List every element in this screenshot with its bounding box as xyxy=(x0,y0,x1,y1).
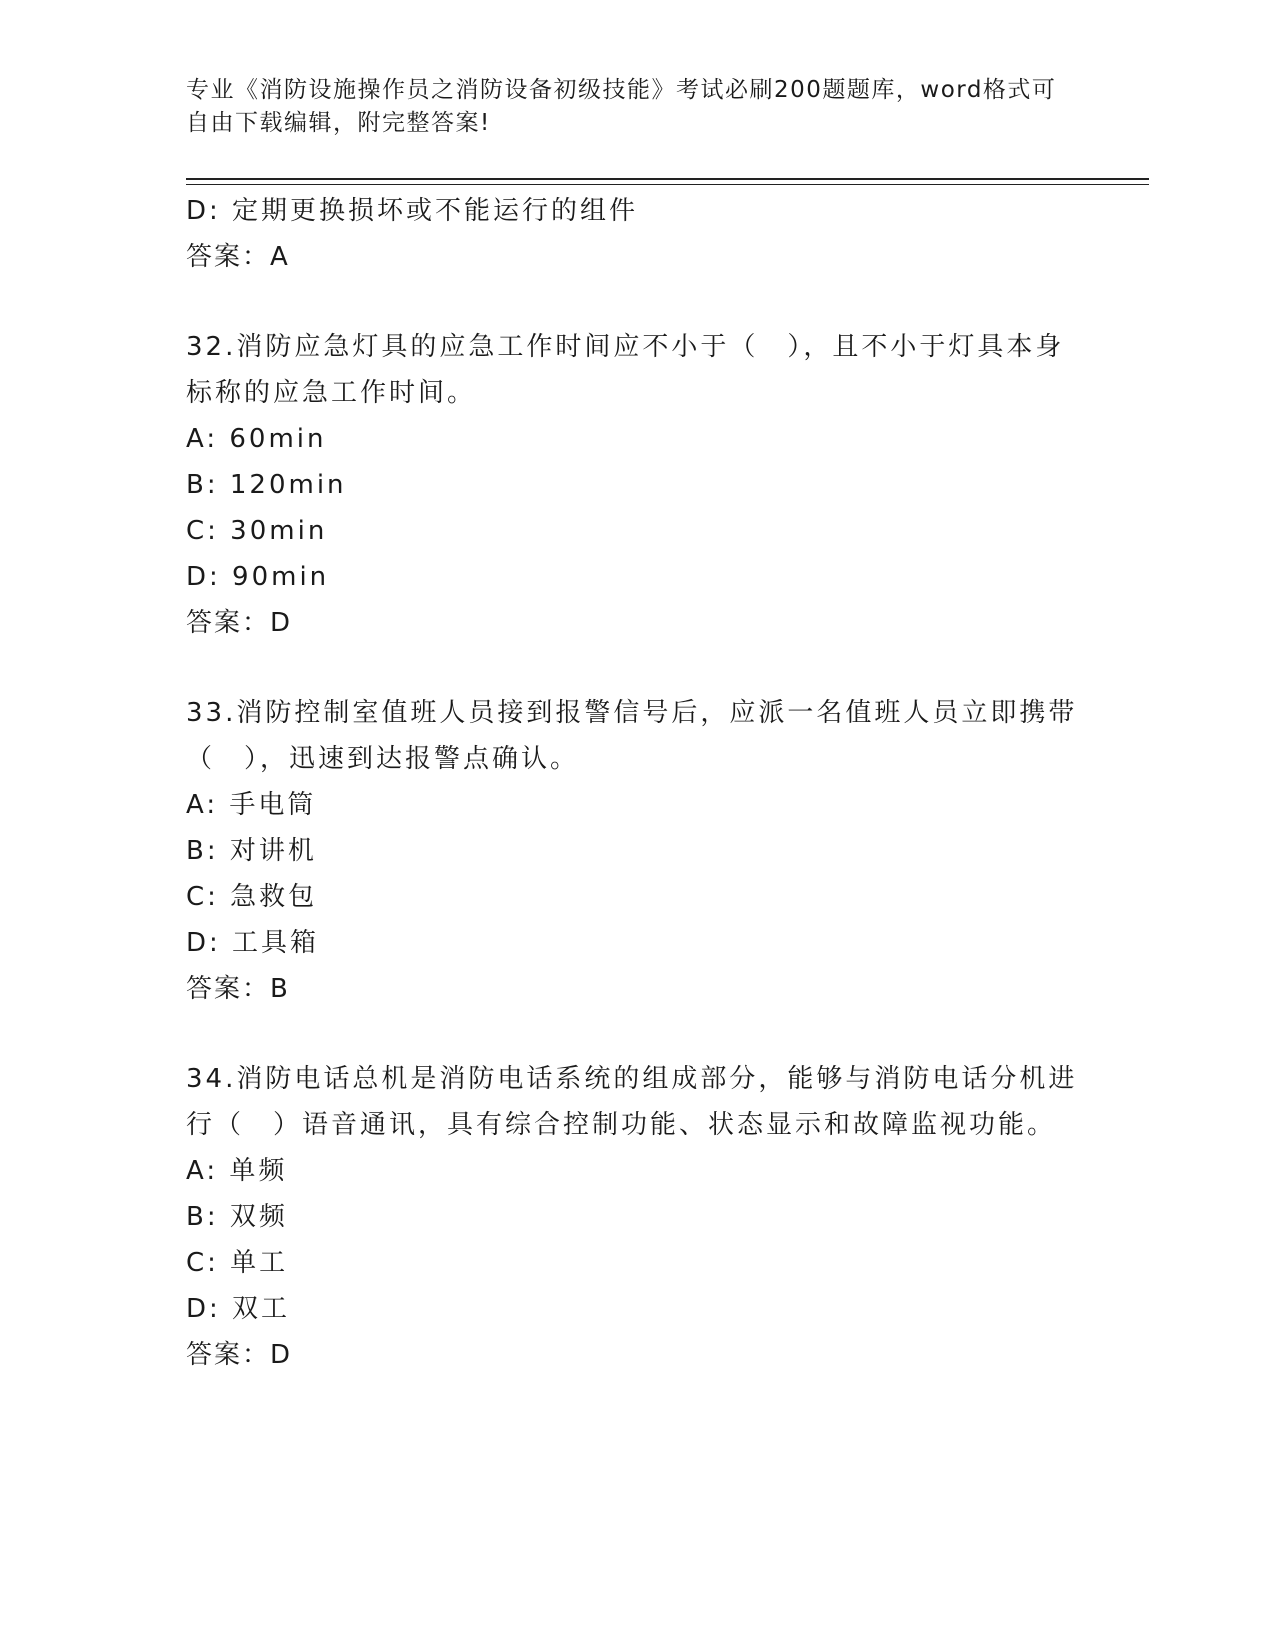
option-d: D: 90min xyxy=(186,562,330,592)
option-b: B: 双频 xyxy=(186,1202,288,1232)
option-c: C: 急救包 xyxy=(186,882,318,912)
question-34 xyxy=(186,1056,1086,1378)
option-b: B: 对讲机 xyxy=(186,836,317,866)
spacer xyxy=(186,280,1086,324)
option-d: D: 定期更换损坏或不能运行的组件 xyxy=(186,196,639,226)
option-b: B: 120min xyxy=(186,470,347,500)
answer-line: 答案：D xyxy=(186,608,293,638)
question-stem-line-1: 33.消防控制室值班人员接到报警信号后，应派一名值班人员立即携带 xyxy=(186,698,1078,728)
question-32 xyxy=(186,324,1086,646)
option-a: A: 手电筒 xyxy=(186,790,317,820)
header-line-2: 自由下载编辑，附完整答案! xyxy=(186,110,491,136)
question-stem-line-1: 34.消防电话总机是消防电话系统的组成部分，能够与消防电话分机进 xyxy=(186,1064,1078,1094)
option-a: A: 60min xyxy=(186,424,327,454)
option-d: D: 工具箱 xyxy=(186,928,320,958)
spacer xyxy=(186,646,1086,690)
option-c: C: 30min xyxy=(186,516,328,546)
answer-line: 答案：B xyxy=(186,974,290,1004)
document-header xyxy=(186,74,1066,140)
option-c: C: 单工 xyxy=(186,1248,289,1278)
prev-question-tail xyxy=(186,188,1086,280)
option-d: D: 双工 xyxy=(186,1294,291,1324)
header-divider-thin xyxy=(186,184,1149,185)
answer-line: 答案：A xyxy=(186,242,290,272)
question-stem-line-1: 32.消防应急灯具的应急工作时间应不小于（ ），且不小于灯具本身 xyxy=(186,332,1065,362)
option-a: A: 单频 xyxy=(186,1156,288,1186)
question-stem-line-2: （ ），迅速到达报警点确认。 xyxy=(186,744,580,774)
header-line-1: 专业《消防设施操作员之消防设备初级技能》考试必刷200题题库，word格式可 xyxy=(186,77,1057,103)
header-divider-thick xyxy=(186,178,1149,180)
question-stem-line-2: 标称的应急工作时间。 xyxy=(186,378,477,408)
question-stem-line-2: 行（ ）语音通讯，具有综合控制功能、状态显示和故障监视功能。 xyxy=(186,1110,1057,1140)
answer-line: 答案：D xyxy=(186,1340,293,1370)
question-list xyxy=(186,188,1086,1378)
question-33 xyxy=(186,690,1086,1012)
spacer xyxy=(186,1012,1086,1056)
